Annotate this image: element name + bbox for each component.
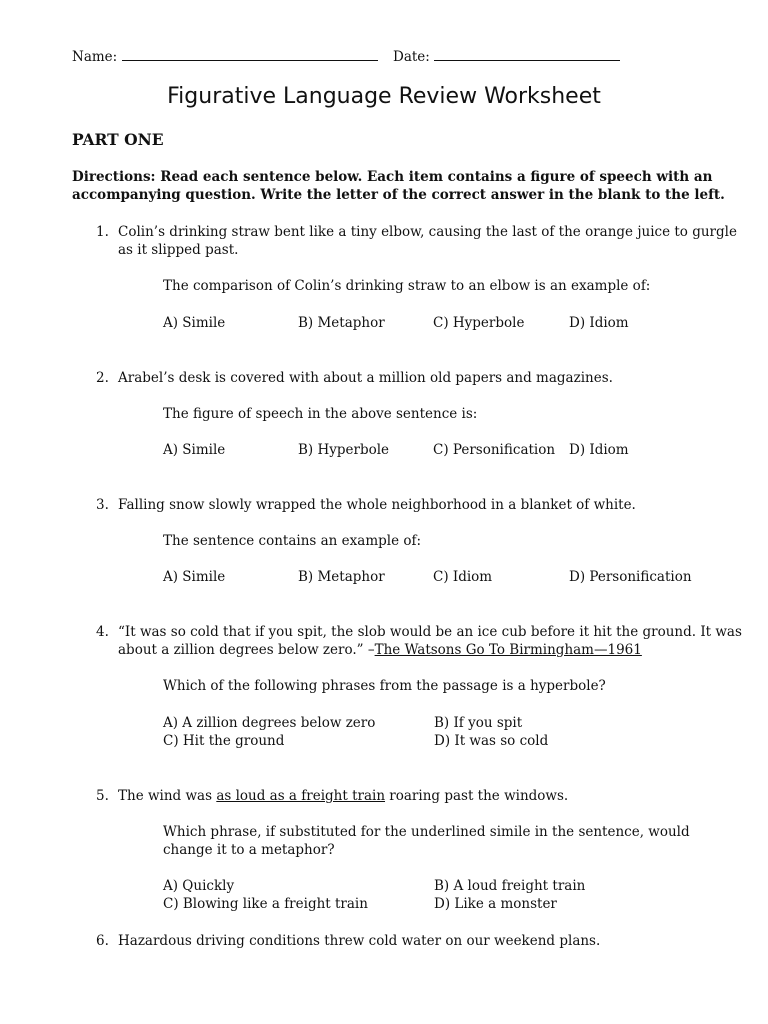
answer-option: A) Simile — [163, 315, 226, 331]
answer-option: B) If you spit — [434, 715, 523, 731]
question-text: Falling snow slowly wrapped the whole neighborhood in a blanket of white. — [118, 497, 636, 513]
answer-option: D) Personification — [569, 569, 692, 585]
directions-line-2: accompanying question. Write the letter of the correct answer in the blank to the left. — [72, 187, 725, 203]
answer-option: A) Quickly — [163, 878, 235, 894]
date-field[interactable] — [393, 48, 620, 66]
answer-option: B) Metaphor — [298, 569, 385, 585]
question-number: 4. — [96, 624, 109, 640]
underlined-simile: as loud as a freight train — [216, 788, 386, 804]
question-text: Arabel’s desk is covered with about a million old papers and magazines. — [118, 370, 613, 386]
answer-option: B) A loud freight train — [434, 878, 586, 894]
name-blank[interactable] — [122, 48, 378, 61]
question-number: 6. — [96, 933, 109, 949]
question-text: “It was so cold that if you spit, the slob would be an ice cub before it hit the ground. It was — [118, 624, 742, 640]
sentence-end: roaring past the windows. — [385, 788, 569, 804]
answer-option: D) It was so cold — [434, 733, 549, 749]
question-prompt: change it to a metaphor? — [163, 842, 335, 858]
question-text — [118, 641, 642, 659]
question-prompt: The figure of speech in the above sentence is: — [163, 406, 478, 422]
question-text: Hazardous driving conditions threw cold water on our weekend plans. — [118, 933, 601, 949]
part-heading: PART ONE — [72, 130, 164, 149]
date-label: Date: — [393, 49, 430, 65]
answer-option: C) Idiom — [433, 569, 493, 585]
source-citation: The Watsons Go To Birmingham—1961 — [374, 642, 642, 658]
name-label: Name: — [72, 49, 118, 65]
answer-option: C) Blowing like a freight train — [163, 896, 368, 912]
answer-option: C) Hyperbole — [433, 315, 525, 331]
worksheet-title: Figurative Language Review Worksheet — [167, 84, 601, 109]
quote-text: about a zillion degrees below zero.” – — [118, 642, 375, 658]
directions-line-1: Directions: Read each sentence below. Each item contains a figure of speech with an — [72, 169, 713, 185]
answer-option: C) Personification — [433, 442, 556, 458]
sentence-start: The wind was — [118, 788, 217, 804]
question-text: Colin’s drinking straw bent like a tiny elbow, causing the last of the orange juice to gurgle — [118, 224, 737, 240]
answer-option: A) A zillion degrees below zero — [163, 715, 376, 731]
question-prompt: Which of the following phrases from the passage is a hyperbole? — [163, 678, 606, 694]
answer-option: B) Hyperbole — [298, 442, 390, 458]
question-prompt: The comparison of Colin’s drinking straw to an elbow is an example of: — [163, 278, 651, 294]
date-blank[interactable] — [434, 48, 620, 61]
question-number: 5. — [96, 788, 109, 804]
answer-option: D) Like a monster — [434, 896, 557, 912]
answer-option: A) Simile — [163, 569, 226, 585]
name-field[interactable] — [72, 48, 378, 66]
question-number: 2. — [96, 370, 109, 386]
question-text — [118, 787, 568, 805]
answer-option: B) Metaphor — [298, 315, 385, 331]
question-prompt: The sentence contains an example of: — [163, 533, 422, 549]
answer-option: C) Hit the ground — [163, 733, 285, 749]
question-number: 1. — [96, 224, 109, 240]
question-text: as it slipped past. — [118, 242, 239, 258]
question-number: 3. — [96, 497, 109, 513]
answer-option: D) Idiom — [569, 315, 629, 331]
answer-option: A) Simile — [163, 442, 226, 458]
answer-option: D) Idiom — [569, 442, 629, 458]
question-prompt: Which phrase, if substituted for the underlined simile in the sentence, would — [163, 824, 690, 840]
